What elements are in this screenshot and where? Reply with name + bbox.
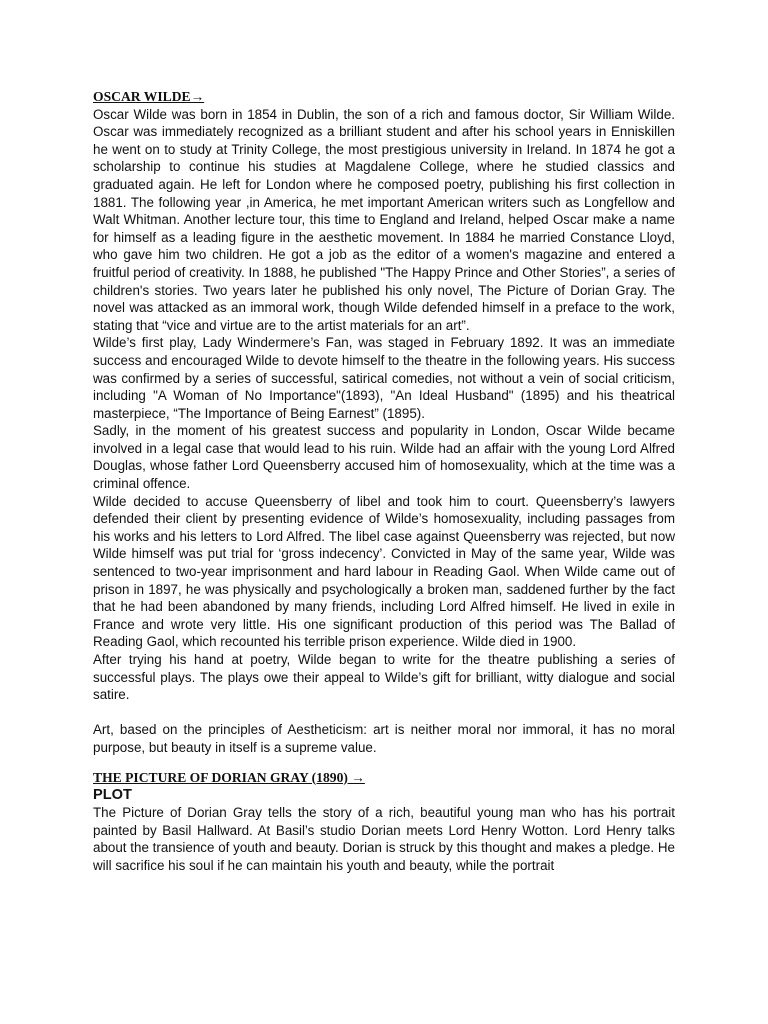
document-page: [93, 88, 675, 875]
paragraph-theatre: After trying his hand at poetry, Wilde began to write for the theatre publishing a series of successful plays. The plays owe their appeal to Wilde’s gift for brilliant, witty dialogue and social satire.: [93, 652, 675, 703]
spacer: [93, 757, 675, 769]
paragraph-aestheticism: Art, based on the principles of Aestheticism: art is neither moral nor immoral, it has no moral purpose, but beauty in itself is a supreme value.: [93, 722, 675, 755]
plot-subheading: PLOT: [93, 787, 132, 804]
paragraph-plays: Wilde’s first play, Lady Windermere’s Fan, was staged in February 1892. It was an immediate success and encouraged Wilde to devote himself to the theatre in the following years. His success was confirmed by a series of successful, satirical comedies, not without a vein of social criticism, including "A Woman of No Importance"(1893), "An Ideal Husband" (1895) and his theatrical masterpiece, “The Importance of Being Earnest” (1895).: [93, 335, 675, 421]
paragraph-scandal: Sadly, in the moment of his greatest success and popularity in London, Oscar Wilde became involved in a legal case that would lead to his ruin. Wilde had an affair with the young Lord Alfred Douglas, whose father Lord Queensberry accused him of homosexuality, which at the time was a criminal offence.: [93, 423, 675, 492]
paragraph-plot: The Picture of Dorian Gray tells the story of a rich, beautiful young man who has his portrait painted by Basil Hallward. At Basil’s studio Dorian meets Lord Henry Wotton. Lord Henry talks about the transience of youth and beauty. Dorian is struck by this thought and makes a pledge. He will sacrifice his soul if he can maintain his youth and beauty, while the portrait: [93, 805, 675, 873]
spacer: [93, 704, 675, 722]
paragraph-trial: Wilde decided to accuse Queensberry of libel and took him to court. Queensberry’s lawyers defended their client by presenting evidence of Wilde’s homosexuality, including passages from his works and his letters to Lord Alfred. The libel case against Queensberry was rejected, but now Wilde himself was put trial for ‘gross indecency’. Convicted in May of the same year, Wilde was sentenced to two-year imprisonment and hard labour in Reading Gaol. When Wilde came out of prison in 1897, he was physically and psychologically a broken man, saddened further by the fact that he had been abandoned by many friends, including Lord Alfred himself. He lived in exile in France and wrote very little. His one significant production of this period was The Ballad of Reading Gaol, which recounted his terrible prison experience. Wilde died in 1900.: [93, 493, 675, 650]
paragraph-biography: Oscar Wilde was born in 1854 in Dublin, the son of a rich and famous doctor, Sir William Wilde. Oscar was immediately recognized as a brilliant student and after his school years in Enniskillen he went on to study at Trinity College, the most prestigious university in Ireland. In 1874 he got a scholarship to continue his studies at Magdalene College, where he studied classics and graduated again. He left for London where he composed poetry, publishing his first collection in 1881. The following year ,in America, he met important American writers such as Longfellow and Walt Whitman. Another lecture tour, this time to England and Ireland, helped Oscar make a name for himself as a leading figure in the aesthetic movement. In 1884 he married Constance Lloyd, who gave him two children. He got a job as the editor of a women's magazine and entered a fruitful period of creativity. In 1888, he published "The Happy Prince and Other Stories”, a series of children's stories. Two years later he published his only novel, The Picture of Dorian Gray. The novel was attacked as an immoral work, though Wilde defended himself in a preface to the work, stating that “vice and virtue are to the artist materials for an art”.: [93, 106, 675, 333]
dorian-gray-heading: THE PICTURE OF DORIAN GRAY (1890) →: [93, 769, 365, 785]
oscar-wilde-heading: OSCAR WILDE→: [93, 89, 205, 104]
